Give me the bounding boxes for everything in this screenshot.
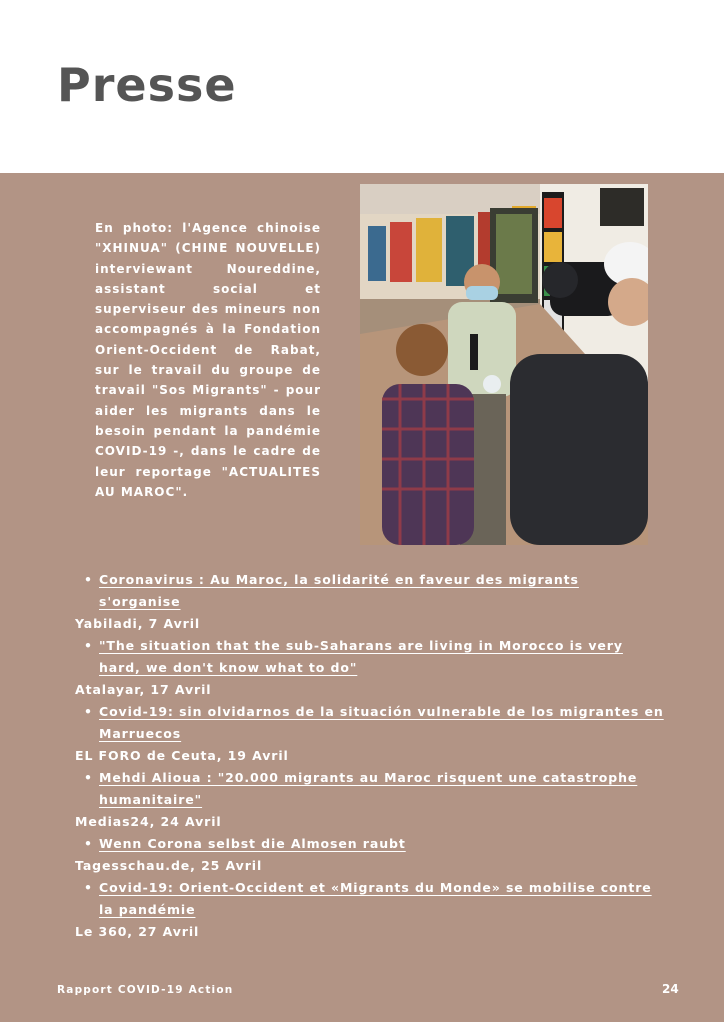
bullet-icon: • xyxy=(84,572,93,587)
list-item xyxy=(75,569,665,635)
page-header xyxy=(0,0,724,173)
footer-report-title: Rapport COVID-19 Action xyxy=(57,984,234,996)
press-source: Le 360, 27 Avril xyxy=(75,924,200,939)
bullet-icon: • xyxy=(84,836,93,851)
press-link[interactable]: Covid-19: sin olvidarnos de la situación vulnerable de los migrantes en Marruecos xyxy=(99,704,664,741)
press-source: Yabiladi, 7 Avril xyxy=(75,616,201,631)
press-list xyxy=(75,569,665,943)
list-item xyxy=(75,833,665,877)
list-item xyxy=(75,635,665,701)
list-item xyxy=(75,767,665,833)
bullet-icon: • xyxy=(84,638,93,653)
list-item xyxy=(75,877,665,943)
press-link[interactable]: "The situation that the sub-Saharans are living in Morocco is very hard, we don't know what to do" xyxy=(99,638,623,675)
page-number: 24 xyxy=(662,982,679,996)
photo-caption: En photo: l'Agence chinoise "XHINUA" (CHINE NOUVELLE) interviewant Noureddine, assistant social et superviseur des mineurs non accompagnés à la Fondation Orient-Occident de Rabat, sur le travail du groupe de travail "Sos Migrants" - pour aider les migrants dans le besoin pendant la pandémie COVID-19 -, dans le cadre de leur reportage "ACTUALITES AU MAROC". xyxy=(95,221,321,499)
list-item xyxy=(75,701,665,767)
bullet-icon: • xyxy=(84,770,93,785)
press-source: Medias24, 24 Avril xyxy=(75,814,222,829)
page-title: Presse xyxy=(57,58,237,112)
interview-photo xyxy=(360,184,648,545)
press-link[interactable]: Covid-19: Orient-Occident et «Migrants du Monde» se mobilise contre la pandémie xyxy=(99,880,652,917)
content-panel xyxy=(0,173,724,1022)
bullet-icon: • xyxy=(84,880,93,895)
press-source: EL FORO de Ceuta, 19 Avril xyxy=(75,748,289,763)
bullet-icon: • xyxy=(84,704,93,719)
press-source: Atalayar, 17 Avril xyxy=(75,682,212,697)
press-link[interactable]: Coronavirus : Au Maroc, la solidarité en faveur des migrants s'organise xyxy=(99,572,579,609)
press-link[interactable]: Wenn Corona selbst die Almosen raubt xyxy=(99,836,406,851)
press-link[interactable]: Mehdi Alioua : "20.000 migrants au Maroc risquent une catastrophe humanitaire" xyxy=(99,770,638,807)
press-source: Tagesschau.de, 25 Avril xyxy=(75,858,263,873)
